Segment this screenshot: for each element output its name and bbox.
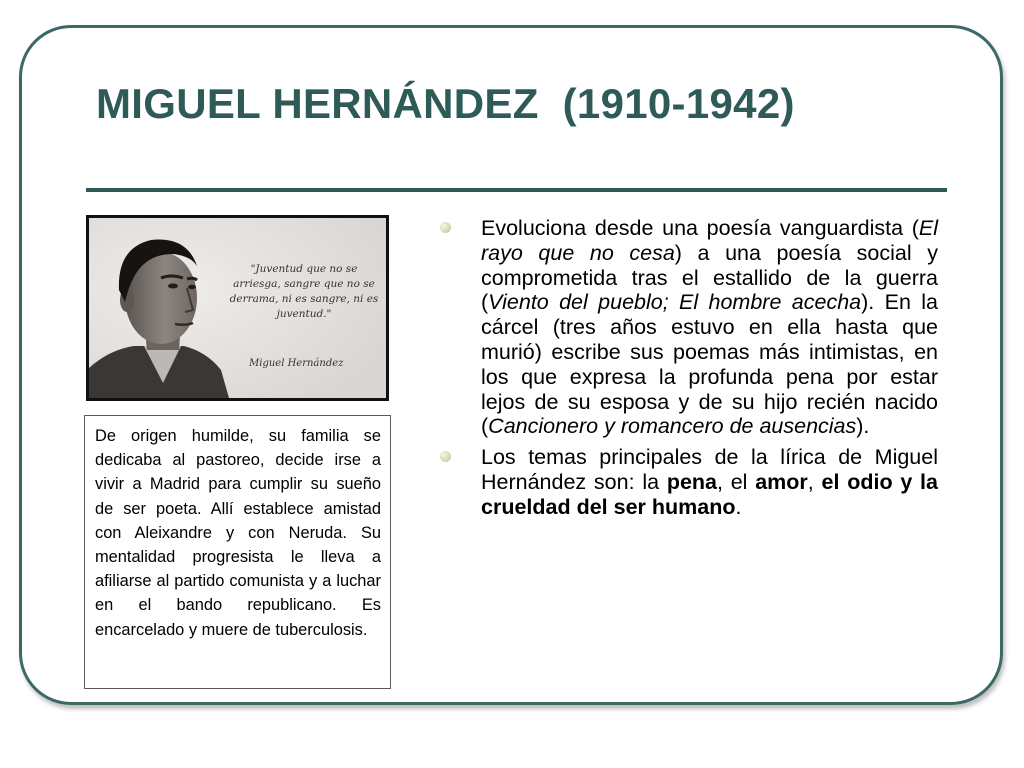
bullet-text-segment: ). En la cárcel (tres años estuvo en ella hasta que murió) escribe sus poemas más intimistas, en los que expresa la profunda pena por estar lejos de su esposa y de su hijo recién nacido ( (481, 290, 938, 439)
photo-signature: Miguel Hernández (249, 358, 344, 369)
bullet-text-segment: ). (856, 414, 870, 439)
bullet-text-segment: , el (717, 469, 756, 494)
bullet-text-segment: Los temas principales de la lírica de Miguel Hernández son: la (481, 445, 938, 494)
bullet-dot-icon (440, 451, 451, 462)
slide-title: MIGUEL HERNÁNDEZ (1910-1942) (96, 80, 795, 127)
work-title-cancionero: Cancionero y romancero de ausencias (488, 414, 857, 439)
biography-box (84, 415, 391, 689)
theme-amor: amor (755, 469, 808, 494)
work-title-viento: Viento del pueblo; El hombre acecha (488, 290, 862, 315)
bullet-text-segment: , (807, 469, 822, 494)
theme-odio-crueldad: el odio y la crueldad del ser humano (481, 469, 938, 519)
biography-text: De origen humilde, su familia se dedicaba al pastoreo, decide irse a vivir a Madrid para cumplir su sueño de ser poeta. Allí establece amistad con Aleixandre y con Neruda. Su mentalidad progresista le lleva a afiliarse al partido comunista y a luchar en el bando republicano. Es encarcelado y muere de tuberculosis. (95, 427, 381, 639)
bullet-dot-icon (440, 222, 451, 233)
bullet-text-segment: Evoluciona desde una poesía vanguardista ( (481, 216, 919, 240)
title-divider (86, 188, 947, 192)
theme-pena: pena (666, 469, 717, 494)
bullet-text-segment: . (735, 494, 742, 519)
work-title-el-rayo: El rayo que no cesa (481, 216, 938, 265)
bullet-item-themes (440, 445, 938, 519)
bullet-item-evolution (440, 216, 938, 439)
portrait-photo (86, 215, 389, 401)
bullet-text-segment: ) a una poesía social y comprometida tras el estallido de la guerra ( (481, 240, 938, 315)
bullet-list (440, 216, 938, 520)
photo-quote: "Juventud que no se arriesga, sangre que no se derrama, ni es sangre, ni es juventud." (229, 263, 379, 320)
